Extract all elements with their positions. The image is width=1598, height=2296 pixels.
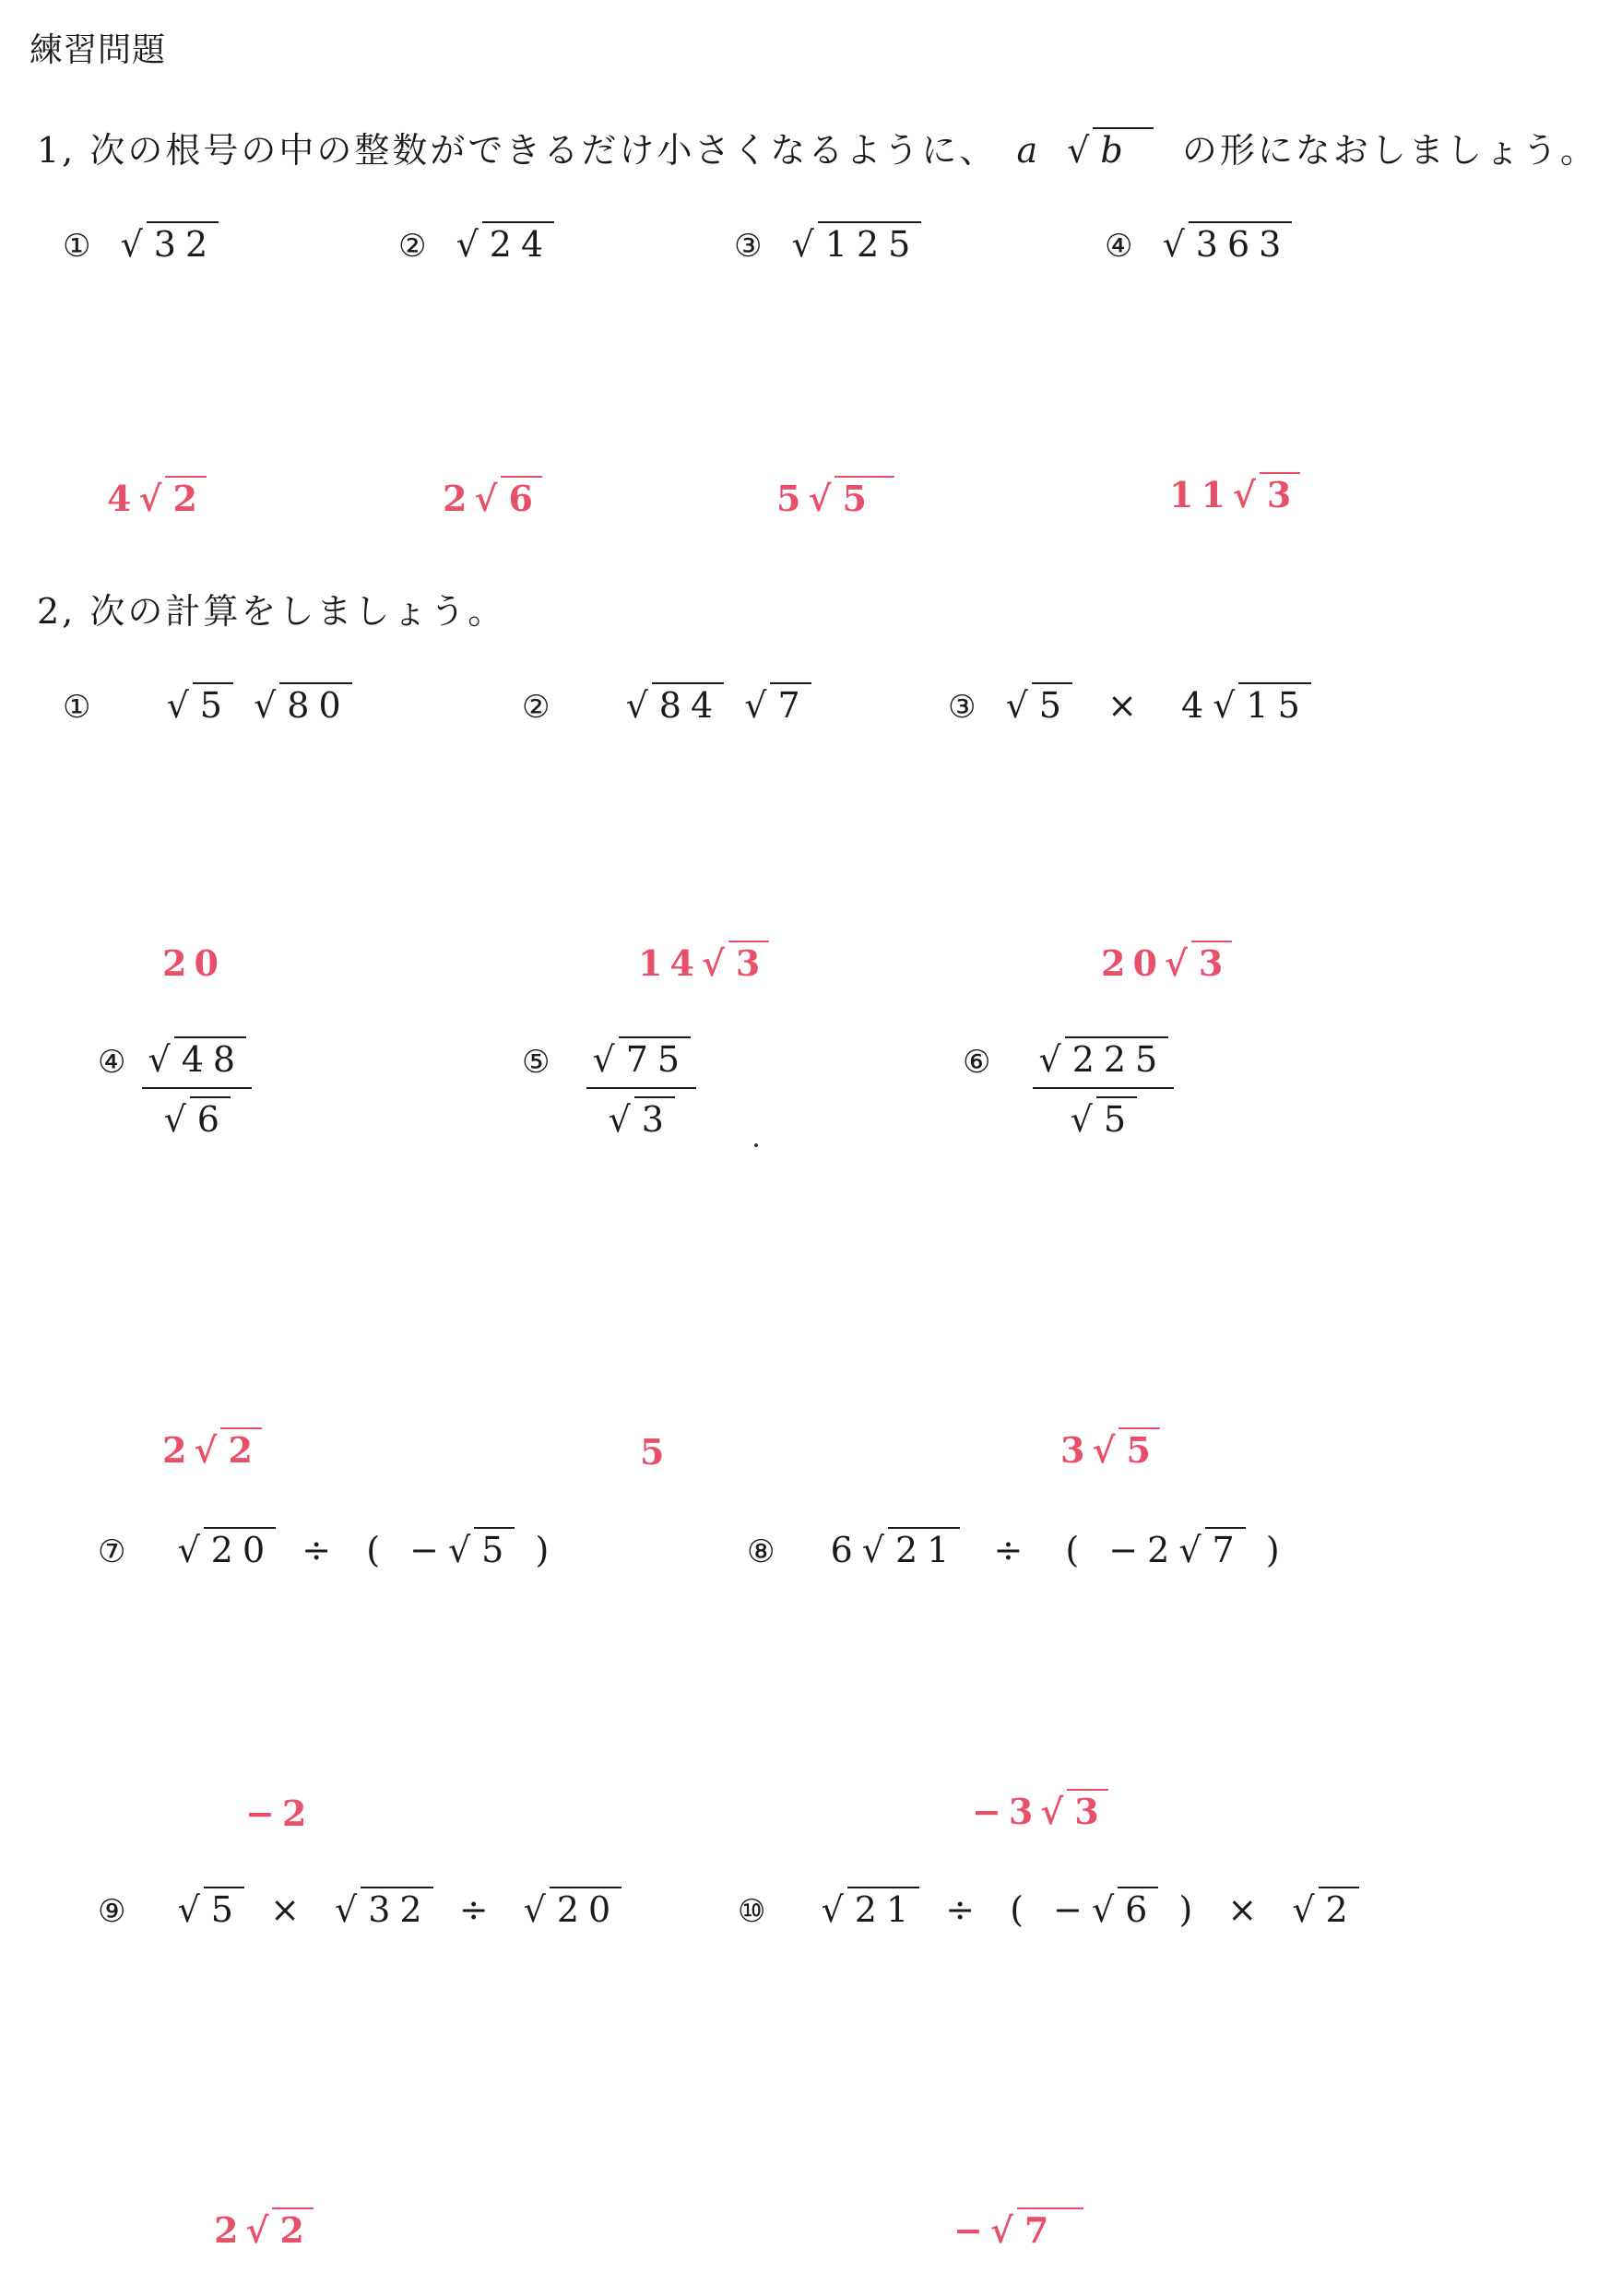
radical xyxy=(626,682,725,726)
item-number: ⑩ xyxy=(738,1893,775,1930)
q2-answer-1: 20 xyxy=(162,942,226,984)
radicand: 21 xyxy=(847,1887,919,1927)
q2-item-1 xyxy=(63,682,352,726)
numerator xyxy=(586,1036,696,1089)
q2-item-3 xyxy=(948,682,1311,726)
coefficient: 6 xyxy=(830,1530,862,1570)
q1-answer-3 xyxy=(776,476,894,519)
divide-operator: ÷ xyxy=(945,1889,985,1930)
item-number: ⑤ xyxy=(522,1044,560,1081)
answer-radical xyxy=(138,476,206,519)
answer-radicand: 5 xyxy=(835,476,894,516)
item-number: ① xyxy=(63,689,101,726)
right-paren: ) xyxy=(535,1530,559,1570)
q2-item-4 xyxy=(98,1036,252,1140)
radicand: 125 xyxy=(818,221,922,262)
denominator xyxy=(1071,1089,1137,1140)
answer-radical xyxy=(808,476,894,519)
left-paren: ( xyxy=(1010,1889,1034,1930)
q2-answer-4 xyxy=(162,1427,262,1471)
page-title: 練習問題 xyxy=(30,31,167,69)
sqrt-sign-icon: √ xyxy=(1091,1889,1115,1930)
answer-radicand: 3 xyxy=(728,941,769,981)
sqrt-sign-icon: √ xyxy=(1092,1429,1116,1471)
denominator xyxy=(164,1089,231,1140)
answer-radicand: 2 xyxy=(272,2207,313,2248)
answer-radical xyxy=(702,941,769,984)
answer-radical xyxy=(1233,472,1300,515)
right-paren: ) xyxy=(1265,1530,1289,1570)
answer-coef: 2 xyxy=(214,2209,246,2251)
sqrt-sign-icon: √ xyxy=(447,1530,471,1570)
q1-answer-1 xyxy=(107,476,207,519)
item-number: ① xyxy=(63,228,101,265)
item-number: ③ xyxy=(948,689,986,726)
sqrt-sign-icon: √ xyxy=(474,478,498,519)
radicand: 5 xyxy=(474,1527,515,1568)
radicand: 84 xyxy=(652,682,724,723)
radical xyxy=(792,221,922,265)
q2-answer-10 xyxy=(953,2207,1083,2251)
q2-answer-3 xyxy=(1101,941,1232,984)
sqrt-sign-icon: √ xyxy=(791,224,814,265)
sqrt-sign-icon: √ xyxy=(1038,1039,1061,1080)
radicand: 363 xyxy=(1189,221,1293,262)
radicand: 6 xyxy=(1118,1887,1158,1927)
negative-coefficient: −2 xyxy=(1108,1530,1179,1570)
sqrt-sign-icon: √ xyxy=(456,224,479,265)
multiply-operator: × xyxy=(1227,1889,1267,1930)
answer-coef: − xyxy=(953,2209,990,2251)
answer-radicand: 3 xyxy=(1260,472,1300,513)
answer-radicand: 2 xyxy=(165,476,206,516)
radical xyxy=(178,1527,277,1570)
q2-item-8 xyxy=(747,1527,1289,1570)
left-paren: ( xyxy=(366,1530,390,1570)
q2-item-2 xyxy=(522,682,811,726)
radical xyxy=(1006,682,1072,726)
sqrt-sign-icon: √ xyxy=(194,1429,218,1471)
item-number: ⑧ xyxy=(747,1533,785,1570)
divide-operator: ÷ xyxy=(458,1889,498,1930)
sqrt-sign-icon: √ xyxy=(1292,1889,1315,1930)
q1-item-4 xyxy=(1105,221,1292,265)
radicand: 5 xyxy=(1096,1096,1137,1137)
answer-radical xyxy=(1165,941,1232,984)
item-number: ⑨ xyxy=(98,1893,136,1930)
q2-instruction: 2, 次の計算をしましょう。 xyxy=(37,591,506,632)
item-number: ② xyxy=(398,228,436,265)
sqrt-sign-icon: √ xyxy=(1164,942,1188,984)
sqrt-sign-icon: √ xyxy=(177,1889,200,1930)
q1-answer-2 xyxy=(443,476,542,519)
radicand: 2 xyxy=(1319,1887,1359,1927)
radical xyxy=(1092,1887,1158,1930)
radicand: 5 xyxy=(204,1887,244,1927)
q2-item-9 xyxy=(98,1887,621,1930)
radicand: 21 xyxy=(888,1527,960,1568)
radical xyxy=(1213,682,1311,726)
answer-radical xyxy=(1092,1427,1159,1471)
q2-answer-7: −2 xyxy=(245,1793,314,1834)
item-number: ④ xyxy=(1105,228,1142,265)
q2-answer-8 xyxy=(972,1789,1108,1832)
sqrt-sign-icon: √ xyxy=(861,1530,884,1570)
radicand: 20 xyxy=(204,1527,276,1568)
sqrt-sign-icon: √ xyxy=(163,1099,186,1140)
answer-radicand: 6 xyxy=(501,476,541,516)
q1-instruction xyxy=(37,122,1598,172)
answer-coef: 11 xyxy=(1169,474,1233,515)
item-number: ⑥ xyxy=(963,1044,1000,1081)
item-number: ② xyxy=(522,689,560,726)
sqrt-sign-icon: √ xyxy=(1070,1099,1093,1140)
sqrt-sign-icon: √ xyxy=(625,685,648,726)
item-number: ⑦ xyxy=(98,1533,136,1570)
coefficient: 4 xyxy=(1181,685,1213,726)
radicand: 5 xyxy=(1032,682,1072,723)
q2-item-7 xyxy=(98,1527,558,1570)
answer-coef: 20 xyxy=(1101,942,1165,984)
negative-sign: − xyxy=(409,1530,448,1570)
radicand: 15 xyxy=(1238,682,1310,723)
sqrt-sign-icon: √ xyxy=(701,942,725,984)
divide-operator: ÷ xyxy=(302,1530,341,1570)
radical xyxy=(822,1887,920,1930)
radical xyxy=(448,1527,515,1570)
sqrt-sign-icon: √ xyxy=(1040,1791,1064,1832)
radicand: 32 xyxy=(147,221,219,262)
q2-answer-9 xyxy=(214,2207,314,2251)
multiply-operator: × xyxy=(270,1889,309,1930)
multiply-operator: × xyxy=(1107,685,1146,726)
radical xyxy=(456,221,555,265)
radical xyxy=(167,682,233,726)
sqrt-sign-icon: √ xyxy=(1232,474,1256,515)
sqrt-sign-icon: √ xyxy=(177,1530,200,1570)
radical xyxy=(1163,221,1293,265)
answer-coef: 14 xyxy=(638,942,702,984)
answer-radicand: 7 xyxy=(1017,2207,1083,2248)
sqrt-sign-icon: √ xyxy=(592,1039,615,1080)
radical xyxy=(121,221,219,265)
sqrt-sign-icon: √ xyxy=(166,685,189,726)
q1-answer-4 xyxy=(1169,472,1300,515)
sqrt-sign-icon: √ xyxy=(1067,130,1090,171)
q2-answer-5: 5 xyxy=(640,1431,672,1473)
q2-answer-2 xyxy=(638,941,769,984)
radical xyxy=(1178,1527,1245,1570)
left-paren: ( xyxy=(1065,1530,1089,1570)
sqrt-sign-icon: √ xyxy=(744,685,767,726)
q2-item-5 xyxy=(522,1036,696,1140)
answer-coef: 4 xyxy=(107,478,139,519)
numerator xyxy=(142,1036,252,1089)
radicand: 80 xyxy=(279,682,351,723)
q1-item-1 xyxy=(63,221,219,265)
stray-mark xyxy=(754,1143,758,1147)
q1-item-3 xyxy=(734,221,921,265)
answer-coef: 2 xyxy=(162,1429,195,1471)
sqrt-sign-icon: √ xyxy=(148,1039,171,1080)
fraction xyxy=(1033,1036,1174,1140)
negative-sign: − xyxy=(1053,1889,1092,1930)
answer-radicand: 5 xyxy=(1119,1427,1159,1468)
radicand: 7 xyxy=(770,682,811,723)
radicand: 6 xyxy=(190,1096,231,1137)
answer-coef: −3 xyxy=(972,1791,1041,1832)
sqrt-sign-icon: √ xyxy=(523,1889,546,1930)
answer-radical xyxy=(1040,1789,1107,1832)
radical xyxy=(862,1527,961,1570)
sqrt-sign-icon: √ xyxy=(989,2209,1013,2251)
q1-instruction-end: の形になおしましょう。 xyxy=(1181,130,1598,171)
fraction xyxy=(142,1036,252,1140)
answer-radical xyxy=(194,1427,261,1471)
answer-radicand: 3 xyxy=(1067,1789,1107,1829)
answer-radical xyxy=(245,2207,313,2251)
answer-radicand: 2 xyxy=(220,1427,261,1468)
form-root xyxy=(1067,127,1154,171)
answer-coef: 5 xyxy=(776,478,809,519)
item-number: ④ xyxy=(98,1044,136,1081)
form-a: a xyxy=(1016,130,1041,171)
radicand: 20 xyxy=(550,1887,621,1927)
sqrt-sign-icon: √ xyxy=(1162,224,1185,265)
answer-coef: 3 xyxy=(1060,1429,1093,1471)
sqrt-sign-icon: √ xyxy=(1005,685,1028,726)
answer-coef: 2 xyxy=(443,478,475,519)
answer-radical xyxy=(474,476,541,519)
radical xyxy=(524,1887,622,1930)
right-paren: ) xyxy=(1178,1889,1202,1930)
radicand: 3 xyxy=(634,1096,675,1137)
radicand: 7 xyxy=(1205,1527,1246,1568)
sqrt-sign-icon: √ xyxy=(254,685,277,726)
sqrt-sign-icon: √ xyxy=(138,478,162,519)
item-number: ③ xyxy=(734,228,772,265)
q2-item-6 xyxy=(963,1036,1174,1140)
radicand: 225 xyxy=(1065,1036,1169,1077)
sqrt-sign-icon: √ xyxy=(1178,1530,1201,1570)
radical xyxy=(1292,1887,1358,1930)
q2-answer-6 xyxy=(1060,1427,1160,1471)
radicand: 48 xyxy=(174,1036,246,1077)
answer-radicand: 3 xyxy=(1191,941,1232,981)
q1-item-2 xyxy=(398,221,554,265)
divide-operator: ÷ xyxy=(993,1530,1033,1570)
numerator xyxy=(1033,1036,1174,1089)
sqrt-sign-icon: √ xyxy=(608,1099,631,1140)
sqrt-sign-icon: √ xyxy=(821,1889,844,1930)
sqrt-sign-icon: √ xyxy=(808,478,832,519)
sqrt-sign-icon: √ xyxy=(120,224,143,265)
sqrt-sign-icon: √ xyxy=(1213,685,1236,726)
q1-instruction-text: 1, 次の根号の中の整数ができるだけ小さくなるように、 xyxy=(37,130,998,171)
q2-item-10 xyxy=(738,1887,1359,1930)
sqrt-sign-icon: √ xyxy=(335,1889,358,1930)
answer-radical xyxy=(990,2207,1083,2251)
radical xyxy=(744,682,811,726)
radicand: 32 xyxy=(361,1887,432,1927)
radical xyxy=(254,682,352,726)
denominator xyxy=(609,1089,675,1140)
sqrt-sign-icon: √ xyxy=(245,2209,269,2251)
radical xyxy=(178,1887,244,1930)
radical xyxy=(335,1887,433,1930)
radicand: 75 xyxy=(619,1036,691,1077)
radicand: 5 xyxy=(193,682,233,723)
form-b: b xyxy=(1093,127,1153,168)
fraction xyxy=(586,1036,696,1140)
radicand: 24 xyxy=(482,221,554,262)
